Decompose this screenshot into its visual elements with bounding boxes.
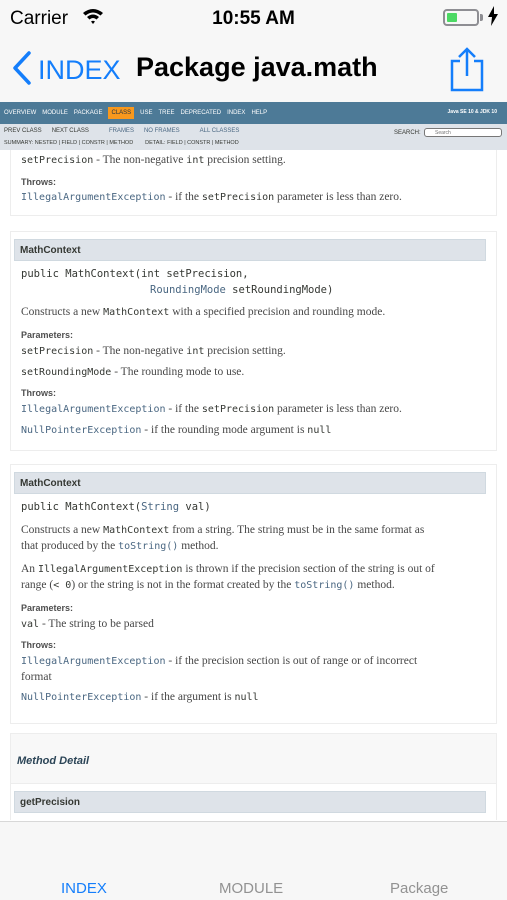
javadoc-nav-item-use[interactable]: USE <box>140 110 153 116</box>
constructor-description: Constructs a new MathContext with a specified precision and rounding mode. <box>21 306 386 318</box>
page-title: Package java.math <box>136 52 378 82</box>
javadoc-nav-item-class[interactable]: CLASS <box>108 107 134 119</box>
tab-bar <box>0 821 507 900</box>
throws-line: IllegalArgumentException - if the precision section is out of range or of incorrect <box>21 655 418 667</box>
charging-icon <box>487 6 499 31</box>
chevron-left-icon <box>12 51 32 90</box>
back-label: INDEX <box>38 54 121 85</box>
no-frames-link[interactable]: NO FRAMES <box>143 128 180 134</box>
back-button[interactable] <box>12 50 121 90</box>
throws-label: Throws: <box>21 388 56 398</box>
battery-icon <box>443 9 479 26</box>
tab-package[interactable]: Package <box>390 880 449 897</box>
throws-line: NullPointerException - if the rounding mode argument is null <box>21 424 332 436</box>
param-line: setPrecision - The non-negative int precision setting. <box>21 154 286 166</box>
javadoc-nav-item-index[interactable]: INDEX <box>227 110 246 116</box>
param-line: setPrecision - The non-negative int precision setting. <box>21 345 286 357</box>
exception-link[interactable]: IllegalArgumentException <box>21 404 166 415</box>
clock: 10:55 AM <box>212 8 295 29</box>
all-classes-link[interactable]: ALL CLASSES <box>199 128 240 134</box>
search-input[interactable] <box>424 128 502 137</box>
javadoc-top-nav <box>0 102 507 124</box>
javadoc-nav-item-help[interactable]: HELP <box>251 110 268 116</box>
throws-label: Throws: <box>21 177 56 187</box>
exception-link[interactable]: IllegalArgumentException <box>21 192 166 203</box>
description-line: that produced by the toString() method. <box>21 540 219 552</box>
tostring-link[interactable]: toString() <box>294 580 355 591</box>
javadoc-nav-item-package[interactable]: PACKAGE <box>73 110 103 116</box>
frames-link[interactable]: FRAMES <box>108 128 134 134</box>
exception-link[interactable]: NullPointerException <box>21 425 142 436</box>
method-heading: getPrecision <box>14 791 486 813</box>
method-detail-title: Method Detail <box>17 755 90 767</box>
parameters-label: Parameters: <box>21 330 74 340</box>
description-line: Constructs a new MathContext from a string. The string must be in the same format as <box>21 524 425 536</box>
next-class-link[interactable]: NEXT CLASS <box>51 128 89 134</box>
javadoc-nav-item-module[interactable]: MODULE <box>42 110 68 116</box>
throws-line-continued: format <box>21 671 52 683</box>
javadoc-nav-item-tree[interactable]: TREE <box>158 110 175 116</box>
navigation-bar <box>0 36 507 102</box>
tab-module[interactable]: MODULE <box>219 880 284 897</box>
description-line: An IllegalArgumentException is thrown if the precision section of the string is out of <box>21 563 435 575</box>
javadoc-about-language: Java SE 10 & JDK 10 <box>447 109 497 115</box>
javadoc-top-nav-list <box>4 108 273 119</box>
tostring-link[interactable]: toString() <box>118 541 179 552</box>
throws-label: Throws: <box>21 640 56 650</box>
battery-level <box>447 13 457 22</box>
rounding-mode-link[interactable]: RoundingMode <box>150 284 226 296</box>
javadoc-nav-item-deprecated[interactable]: DEPRECATED <box>180 110 222 116</box>
constructor-signature-line2: RoundingMode setRoundingMode) <box>150 284 334 296</box>
throws-line: NullPointerException - if the argument is null <box>21 691 259 703</box>
constructor-heading: MathContext <box>14 472 486 494</box>
exception-link[interactable]: NullPointerException <box>21 692 142 703</box>
throws-line: IllegalArgumentException - if the setPrecision parameter is less than zero. <box>21 403 402 415</box>
carrier-label: Carrier <box>10 8 69 29</box>
share-icon <box>449 79 485 96</box>
parameters-label: Parameters: <box>21 603 74 613</box>
description-line: range (< 0) or the string is not in the format created by the toString() method. <box>21 579 395 591</box>
prev-class-link[interactable]: PREV CLASS <box>4 128 42 134</box>
constructor-signature: public MathContext(String val) <box>21 501 211 513</box>
battery-tip <box>480 14 483 21</box>
param-line: setRoundingMode - The rounding mode to use. <box>21 366 245 378</box>
javadoc-sub-nav <box>0 124 507 150</box>
throws-line: IllegalArgumentException - if the setPrecision parameter is less than zero. <box>21 191 402 203</box>
share-button[interactable] <box>449 46 485 97</box>
doc-content[interactable] <box>0 150 507 820</box>
javadoc-nav-item-overview[interactable]: OVERVIEW <box>4 110 37 116</box>
search-label: SEARCH: <box>394 130 421 136</box>
constructor-heading: MathContext <box>14 239 486 261</box>
param-line: val - The string to be parsed <box>21 618 154 630</box>
constructor-signature-line1: public MathContext(int setPrecision, <box>21 268 249 280</box>
constructor-block <box>10 231 497 451</box>
exception-link[interactable]: IllegalArgumentException <box>21 656 166 667</box>
summary-links[interactable]: SUMMARY: NESTED | FIELD | CONSTR | METHOD <box>4 140 134 146</box>
status-bar <box>0 0 507 36</box>
tab-index[interactable]: INDEX <box>61 880 107 897</box>
detail-links[interactable]: DETAIL: FIELD | CONSTR | METHOD <box>145 140 239 146</box>
string-type-link[interactable]: String <box>141 501 180 513</box>
